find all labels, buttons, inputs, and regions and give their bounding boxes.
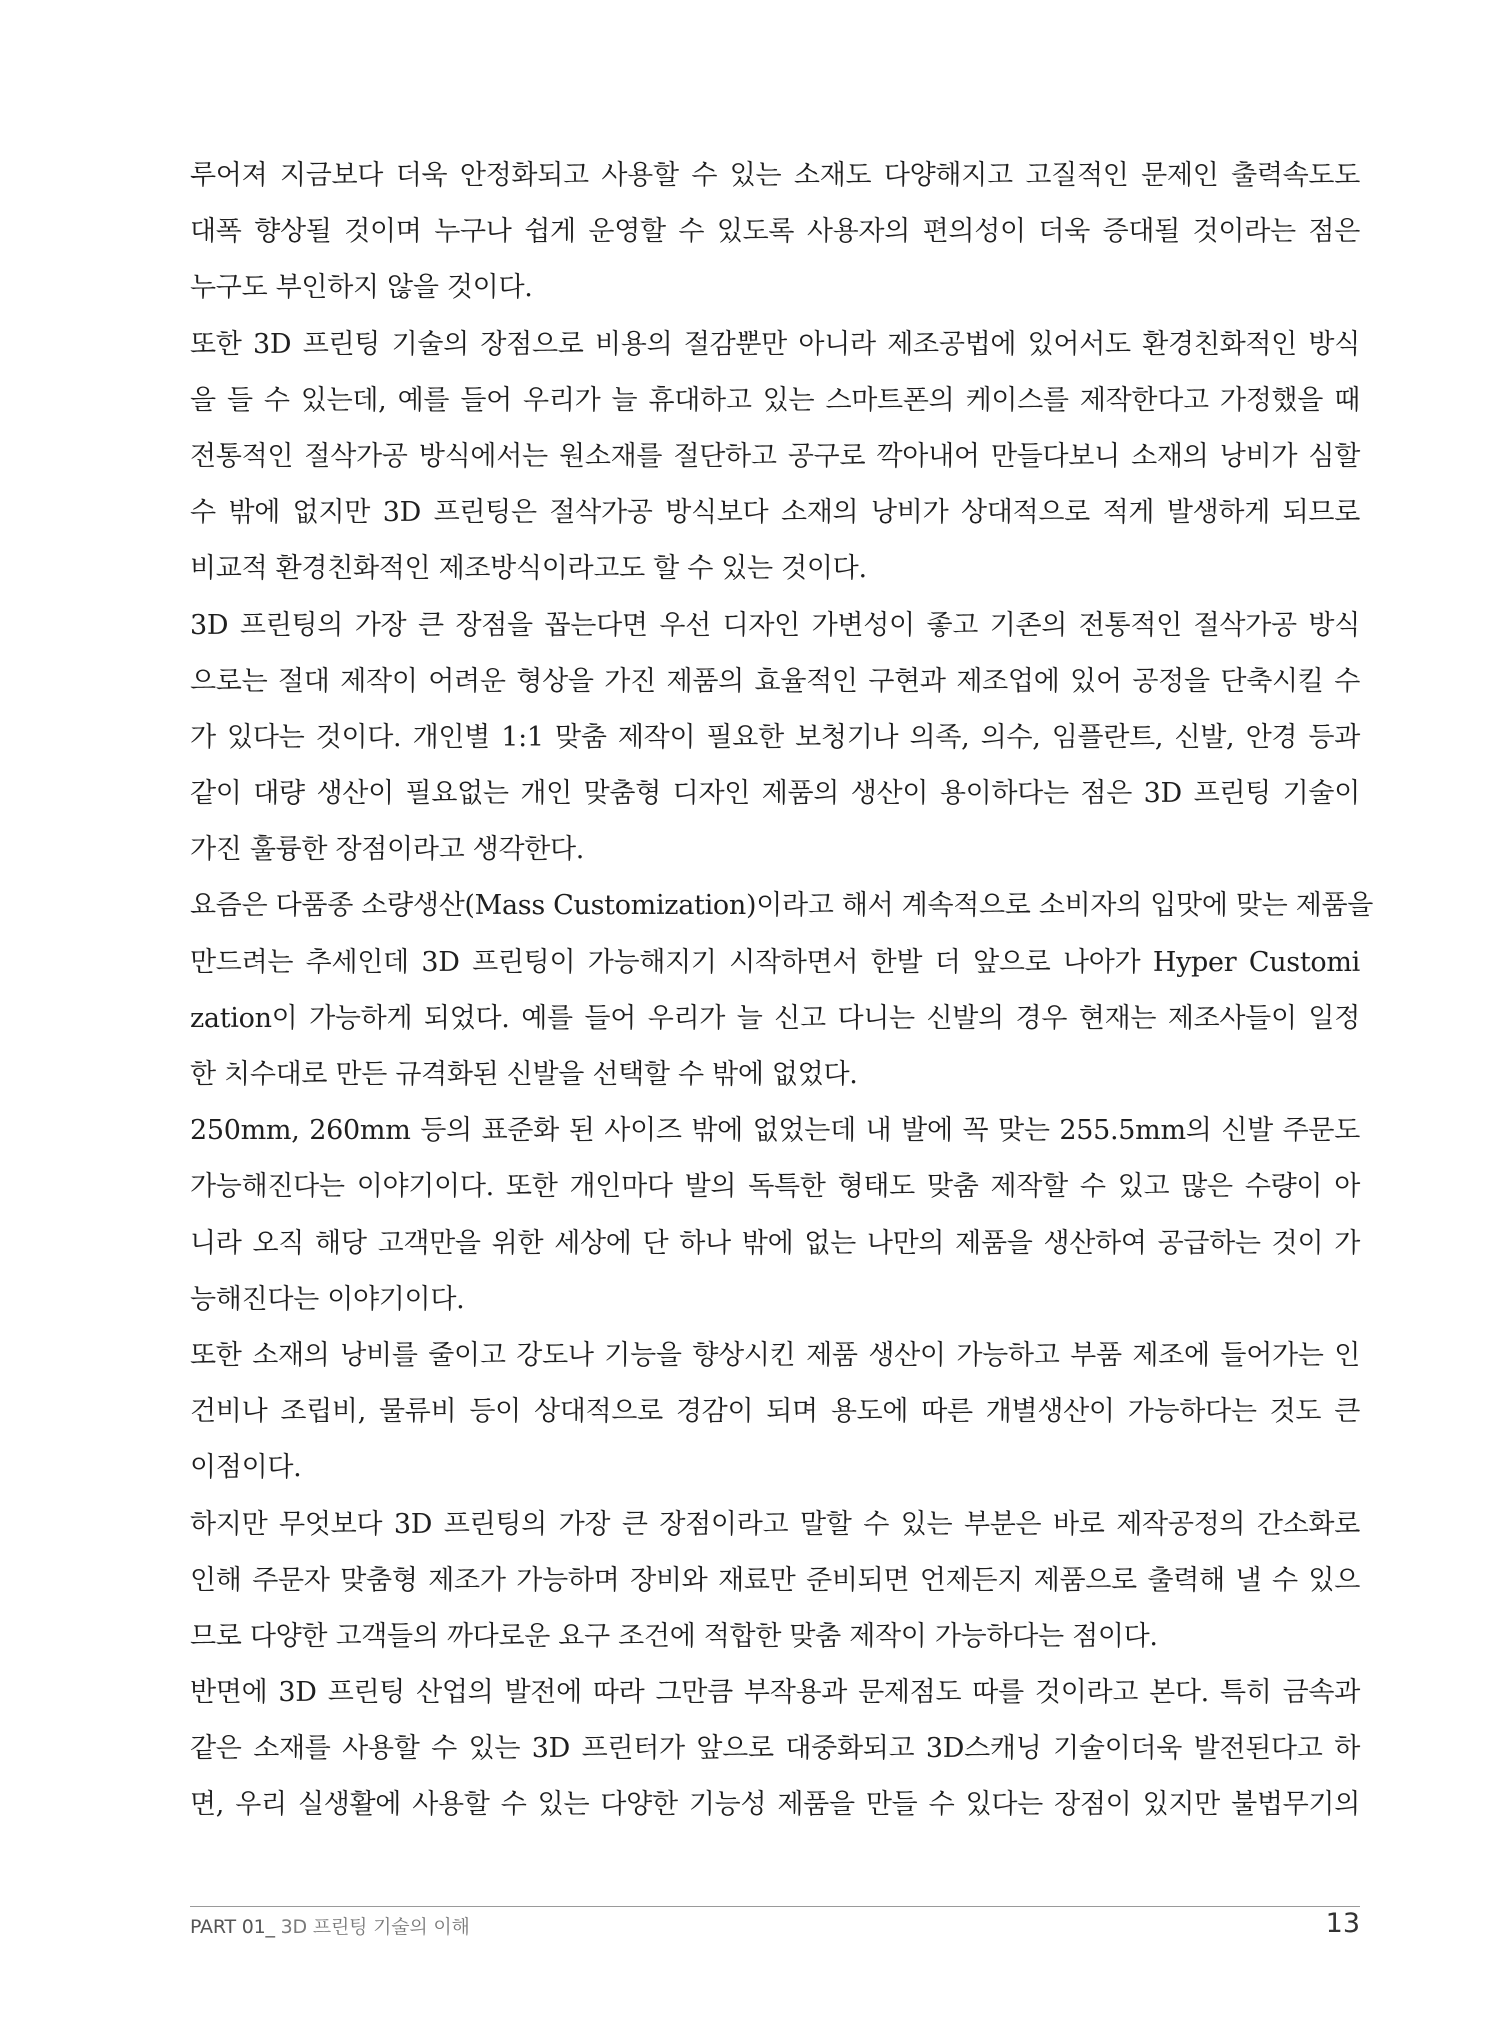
text-line: 므로 다양한 고객들의 까다로운 요구 조건에 적합한 맞춤 제작이 가능하다는 점이다.	[190, 1620, 1158, 1652]
text-line: 면, 우리 실생활에 사용할 수 있는 다양한 기능성 제품을 만들 수 있다는 장점이 있지만 불법무기의	[190, 1789, 1360, 1821]
text-line: 3D 프린팅의 가장 큰 장점을 꼽는다면 우선 디자인 가변성이 좋고 기존의 전통적인 절삭가공 방식	[190, 609, 1360, 641]
text-line: 하지만 무엇보다 3D 프린팅의 가장 큰 장점이라고 말할 수 있는 부분은 바로 제작공정의 간소화로	[190, 1508, 1360, 1540]
text-line: 요즘은 다품종 소량생산(Mass Customization)이라고 해서 계속적으로 소비자의 입맛에 맞는 제품을	[190, 890, 1374, 922]
text-line: 같은 소재를 사용할 수 있는 3D 프린터가 앞으로 대중화되고 3D스캐닝 기술이더욱 발전된다고 하	[190, 1733, 1360, 1765]
text-line: zation이 가능하게 되었다. 예를 들어 우리가 늘 신고 다니는 신발의 경우 현재는 제조사들이 일정	[190, 1002, 1360, 1034]
text-line: 같이 대량 생산이 필요없는 개인 맞춤형 디자인 제품의 생산이 용이하다는 점은 3D 프린팅 기술이	[190, 778, 1360, 810]
text-line: 을 들 수 있는데, 예를 들어 우리가 늘 휴대하고 있는 스마트폰의 케이스를 제작한다고 가정했을 때	[190, 384, 1360, 416]
text-line: 가진 훌륭한 장점이라고 생각한다.	[190, 834, 585, 866]
text-line: 으로는 절대 제작이 어려운 형상을 가진 제품의 효율적인 구현과 제조업에 있어 공정을 단축시킬 수	[190, 665, 1360, 697]
text-line: 가능해진다는 이야기이다. 또한 개인마다 발의 독특한 형태도 맞춤 제작할 수 있고 많은 수량이 아	[190, 1171, 1360, 1203]
text-line: 수 밖에 없지만 3D 프린팅은 절삭가공 방식보다 소재의 낭비가 상대적으로 적게 발생하게 되므로	[190, 497, 1360, 529]
text-line: 이점이다.	[190, 1452, 302, 1484]
text-line: 또한 3D 프린팅 기술의 장점으로 비용의 절감뿐만 아니라 제조공법에 있어서도 환경친화적인 방식	[190, 328, 1360, 360]
body-text	[190, 148, 1374, 1834]
text-line: 250mm, 260mm 등의 표준화 된 사이즈 밖에 없었는데 내 발에 꼭 맞는 255.5mm의 신발 주문도	[190, 1115, 1360, 1147]
text-line: 비교적 환경친화적인 제조방식이라고도 할 수 있는 것이다.	[190, 553, 867, 585]
text-line: 건비나 조립비, 물류비 등이 상대적으로 경감이 되며 용도에 따른 개별생산이 가능하다는 것도 큰	[190, 1396, 1360, 1428]
text-line: 대폭 향상될 것이며 누구나 쉽게 운영할 수 있도록 사용자의 편의성이 더욱 증대될 것이라는 점은	[190, 216, 1360, 248]
text-line: 루어져 지금보다 더욱 안정화되고 사용할 수 있는 소재도 다양해지고 고질적인 문제인 출력속도도	[190, 160, 1360, 191]
text-line: 반면에 3D 프린팅 산업의 발전에 따라 그만큼 부작용과 문제점도 따를 것이라고 본다. 특히 금속과	[190, 1677, 1360, 1709]
running-footer	[190, 1914, 470, 1940]
text-line: 니라 오직 해당 고객만을 위한 세상에 단 하나 밖에 없는 나만의 제품을 생산하여 공급하는 것이 가	[190, 1227, 1360, 1259]
page-number: 13	[1325, 1908, 1360, 1939]
footer-divider	[190, 1906, 1360, 1907]
footer-chapter-title: 3D 프린팅 기술의 이해	[274, 1916, 470, 1938]
text-line: 또한 소재의 낭비를 줄이고 강도나 기능을 향상시킨 제품 생산이 가능하고 부품 제조에 들어가는 인	[190, 1339, 1360, 1371]
text-line: 인해 주문자 맞춤형 제조가 가능하며 장비와 재료만 준비되면 언제든지 제품으로 출력해 낼 수 있으	[190, 1564, 1360, 1596]
footer-part-label: PART 01_	[190, 1916, 275, 1938]
text-line: 능해진다는 이야기이다.	[190, 1283, 465, 1315]
text-line: 누구도 부인하지 않을 것이다.	[190, 272, 533, 304]
text-line: 한 치수대로 만든 규격화된 신발을 선택할 수 밖에 없었다.	[190, 1059, 858, 1090]
text-line: 가 있다는 것이다. 개인별 1:1 맞춤 제작이 필요한 보청기나 의족, 의수, 임플란트, 신발, 안경 등과	[190, 721, 1360, 753]
text-line: 전통적인 절삭가공 방식에서는 원소재를 절단하고 공구로 깍아내어 만들다보니 소재의 낭비가 심할	[190, 440, 1360, 472]
text-line: 만드려는 추세인데 3D 프린팅이 가능해지기 시작하면서 한발 더 앞으로 나아가 Hyper Customi	[190, 946, 1360, 978]
